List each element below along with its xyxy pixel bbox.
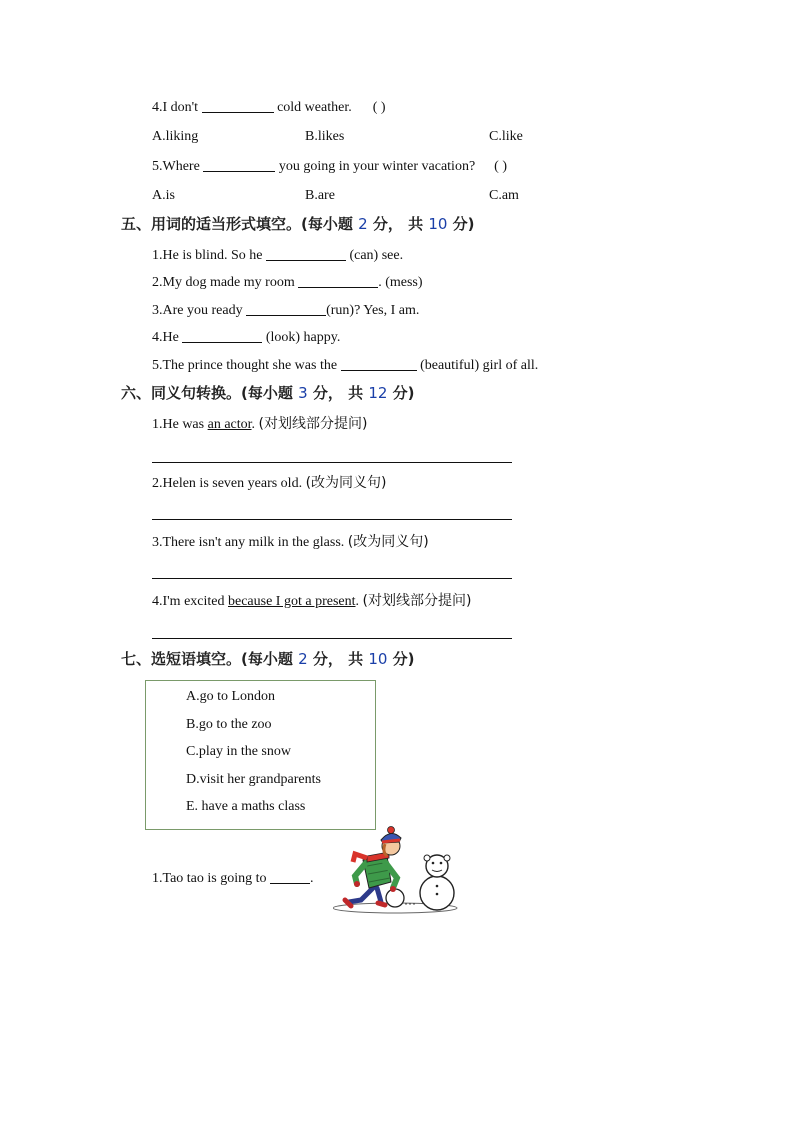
option-a[interactable]: A.is: [152, 188, 175, 203]
question-4-stem: 4.I don't: [152, 100, 199, 115]
answer-blank[interactable]: [298, 273, 378, 288]
fill-item-4: 4.He (look) happy.: [152, 330, 341, 345]
phrase-bank: [145, 680, 376, 830]
answer-paren[interactable]: ( ): [494, 159, 507, 174]
fill-item-5: 5.The prince thought she was the (beautiful) girl of all.: [152, 358, 539, 373]
answer-line[interactable]: [152, 638, 512, 639]
question-5: [152, 157, 507, 176]
option-b[interactable]: B.likes: [305, 129, 345, 144]
answer-line[interactable]: [152, 578, 512, 579]
question-5-tail: you going in your winter vacation?: [278, 159, 476, 174]
instruction-note: (对划线部分提问): [362, 593, 472, 609]
snowman-illustration: [333, 826, 473, 922]
answer-blank[interactable]: [203, 157, 275, 172]
answer-line[interactable]: [152, 519, 512, 520]
question-4-tail: cold weather.: [277, 100, 352, 115]
rewrite-item-4: 4.I'm excited because I got a present. (对划线部分提问): [152, 593, 472, 609]
underlined-phrase: because I got a present: [228, 594, 356, 609]
option-a[interactable]: A.liking: [152, 129, 199, 144]
rewrite-item-3: 3.There isn't any milk in the glass. (改为同义句): [152, 534, 429, 550]
option-c[interactable]: C.like: [489, 129, 523, 144]
answer-blank[interactable]: [266, 246, 346, 261]
rewrite-item-2: 2.Helen is seven years old. (改为同义句): [152, 475, 387, 491]
phrase-option-d[interactable]: D.visit her grandparents: [186, 772, 321, 787]
answer-blank[interactable]: [202, 98, 274, 113]
section-6-heading: 六、同义句转换。(每小题 3 分， 共 12 分): [121, 384, 415, 402]
phrase-option-b[interactable]: B.go to the zoo: [186, 717, 272, 732]
fill-item-3: 3.Are you ready (run)? Yes, I am.: [152, 303, 420, 318]
phrase-question-1: 1.Tao tao is going to .: [152, 871, 314, 886]
fill-item-2: 2.My dog made my room . (mess): [152, 275, 423, 290]
underlined-phrase: an actor: [207, 417, 252, 432]
answer-blank[interactable]: [341, 356, 417, 371]
question-5-stem: 5.Where: [152, 159, 200, 174]
option-b[interactable]: B.are: [305, 188, 335, 203]
instruction-note: (改为同义句): [305, 475, 387, 491]
section-5-heading: 五、用词的适当形式填空。(每小题 2 分， 共 10 分): [121, 215, 475, 233]
answer-blank[interactable]: [182, 328, 262, 343]
fill-item-1: 1.He is blind. So he (can) see.: [152, 248, 404, 263]
rewrite-item-1: 1.He was an actor. (对划线部分提问): [152, 416, 368, 432]
answer-blank[interactable]: [246, 301, 326, 316]
phrase-option-c[interactable]: C.play in the snow: [186, 744, 291, 759]
phrase-option-e[interactable]: E. have a maths class: [186, 799, 306, 814]
section-7-heading: 七、选短语填空。(每小题 2 分， 共 10 分): [121, 650, 415, 668]
instruction-note: (对划线部分提问): [258, 416, 368, 432]
answer-blank[interactable]: [270, 869, 310, 884]
instruction-note: (改为同义句): [347, 534, 429, 550]
option-c[interactable]: C.am: [489, 188, 519, 203]
question-4: [152, 98, 386, 117]
phrase-option-a[interactable]: A.go to London: [186, 689, 276, 704]
answer-line[interactable]: [152, 462, 512, 463]
answer-paren[interactable]: ( ): [372, 100, 386, 115]
